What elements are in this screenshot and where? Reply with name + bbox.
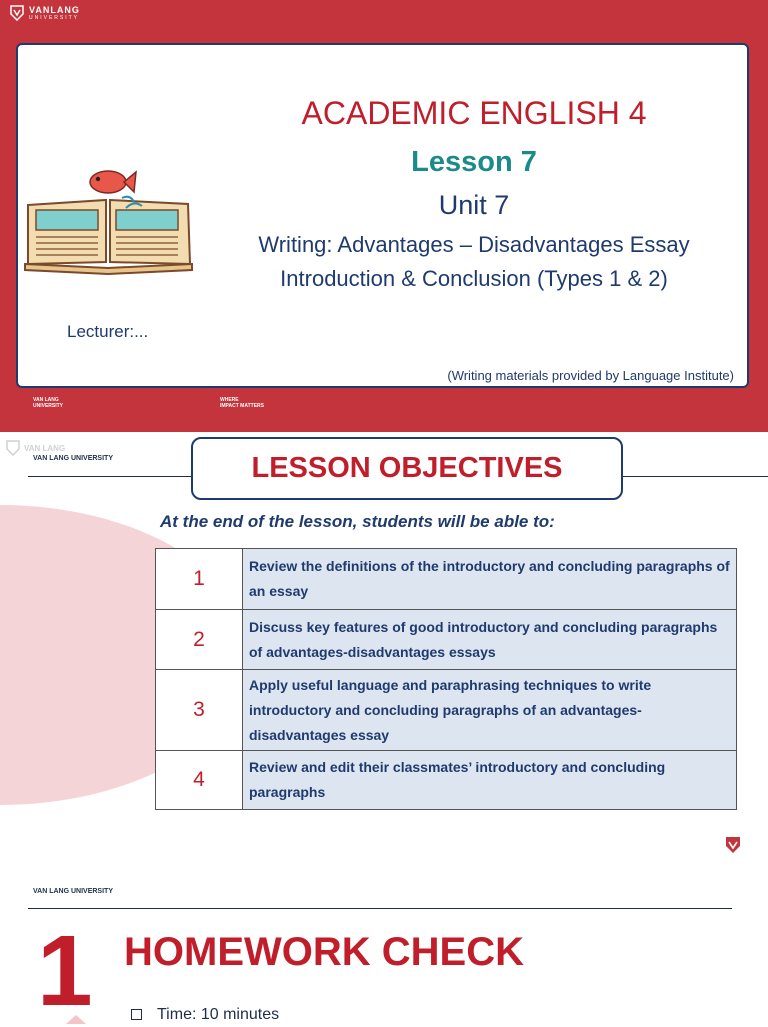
unit-title: Unit 7	[438, 190, 510, 220]
credit-note: (Writing materials provided by Language Institute)	[447, 368, 734, 383]
objectives-table	[155, 548, 737, 810]
lecturer-label: Lecturer:...	[67, 322, 149, 341]
objective-text: Review and edit their classmates’ introductory and concluding paragraphs	[243, 751, 737, 810]
objective-number: 1	[156, 549, 243, 610]
watermark-logo-text: VAN LANG	[24, 443, 66, 453]
objective-number: 2	[156, 610, 243, 670]
decorative-triangle	[66, 1015, 86, 1024]
table-row	[156, 751, 737, 810]
objectives-intro: At the end of the lesson, students will be able to:	[160, 512, 555, 531]
header-rule	[28, 476, 194, 477]
writing-topic: Writing: Advantages – Disadvantages Essay	[258, 232, 690, 257]
table-row	[156, 549, 737, 610]
slide-title: LESSON OBJECTIVES	[251, 452, 563, 484]
logo-name: VANLANG	[29, 4, 80, 15]
logo-sub: UNIVERSITY	[29, 14, 80, 21]
open-book-illustration	[22, 160, 194, 280]
checkbox-bullet-icon	[131, 1009, 142, 1020]
objective-text: Review the definitions of the introductory and concluding paragraphs of an essay	[243, 549, 737, 610]
vanlang-logo	[10, 5, 80, 21]
university-label: VAN LANG UNIVERSITY	[33, 888, 113, 895]
footer-university	[33, 397, 63, 409]
shield-icon	[6, 440, 20, 456]
objective-number: 4	[156, 751, 243, 810]
footer-tagline-line2: IMPACT MATTERS	[220, 403, 264, 409]
time-bullet: Time: 10 minutes	[157, 1006, 280, 1023]
table-row	[156, 670, 737, 751]
header-rule	[623, 476, 768, 477]
footer-university-line1: VAN LANG	[33, 397, 59, 403]
header-rule	[28, 908, 732, 909]
footer-tagline	[220, 397, 264, 409]
shield-icon	[10, 5, 24, 21]
table-row	[156, 610, 737, 670]
university-label: VAN LANG UNIVERSITY	[33, 455, 113, 462]
lesson-title: Lesson 7	[411, 146, 537, 178]
course-title: ACADEMIC ENGLISH 4	[301, 95, 647, 131]
objective-number: 3	[156, 670, 243, 751]
objective-text: Apply useful language and paraphrasing techniques to write introductory and concluding paragraphs of an advantages-disadvantages essay	[243, 670, 737, 751]
shield-icon	[725, 836, 741, 854]
watermark-logo	[6, 440, 65, 456]
footer-university-line2: UNIVERSITY	[33, 403, 64, 409]
objective-text: Discuss key features of good introductory and concluding paragraphs of advantages-disadvantages essays	[243, 610, 737, 670]
section-title: HOMEWORK CHECK	[124, 930, 524, 974]
footer-tagline-line1: WHERE	[220, 397, 239, 403]
section-number: 1	[37, 915, 93, 1027]
intro-topic: Introduction & Conclusion (Types 1 & 2)	[280, 266, 668, 291]
